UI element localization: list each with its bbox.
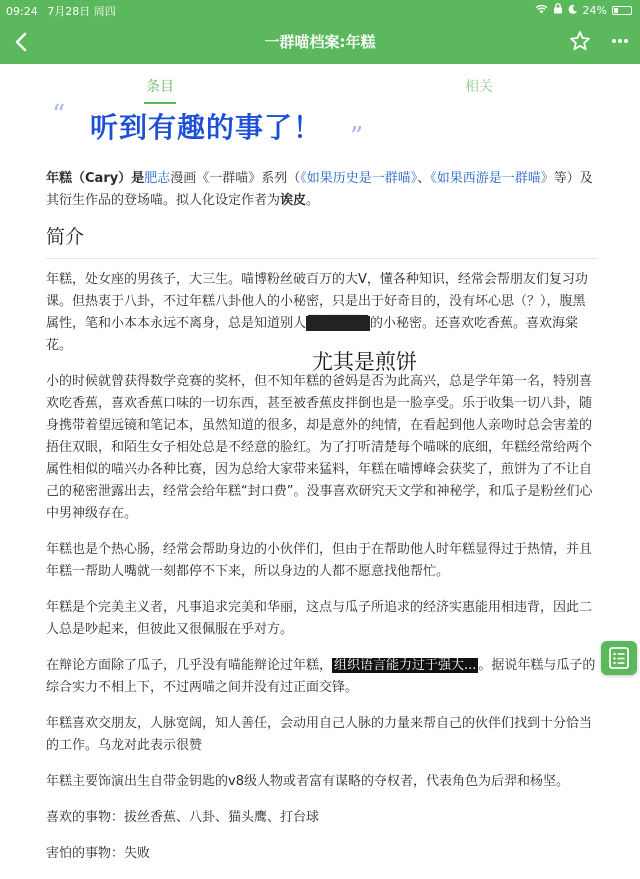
paragraph: 喜欢的事物：拔丝香蕉、八卦、猫头鹰、打台球 <box>46 810 320 825</box>
intro-text: 。 <box>306 193 320 208</box>
paragraph <box>46 269 598 357</box>
quote-text: 听到有趣的事了！ <box>90 111 323 144</box>
article-content <box>46 168 598 879</box>
xiyou-link[interactable]: 《如果西游是一群喵》 <box>430 171 554 186</box>
status-bar <box>0 0 640 20</box>
paragraph-text: 在辩论方面除了瓜子，几乎没有喵能辩论过年糕， <box>46 658 333 673</box>
nav-bar <box>0 20 640 64</box>
paragraph: 年糕是个完美主义者，凡事追求完美和华丽，这点与瓜子所追求的经济实惠能用相违背，因此二人总是吵起来，但彼此又很佩服在乎对方。 <box>46 600 593 637</box>
battery-fill <box>614 8 618 13</box>
intro-text: 等）及其衍生作品的登场喵。拟人化设定作者为 <box>46 171 593 208</box>
paragraph: 害怕的事物：失败 <box>46 846 151 861</box>
status-indicators <box>535 3 632 17</box>
status-time: 09:24 <box>6 5 38 18</box>
overlay-annotation: 尤其是煎饼 <box>312 350 417 374</box>
status-time-date <box>6 3 116 19</box>
paragraph: 年糕也是个热心肠，经常会帮助身边的小伙伴们，但由于在帮助他人时年糕显得过于热情，并且年糕一帮助人嘴就一刻都停不下来，所以身边的人都不愿意找他帮忙。 <box>46 542 593 579</box>
lock-icon <box>553 3 563 17</box>
paragraph-text: 的小秘密。还喜欢吃香蕉。喜欢海棠花。 <box>46 316 579 353</box>
redacted-text: ██████ <box>308 316 369 331</box>
history-link[interactable]: 《如果历史是一群喵》 <box>300 171 418 186</box>
page-title: 一群喵档案:年糕 <box>264 33 376 51</box>
battery-icon <box>612 6 632 15</box>
intro-text: 漫画《一群喵》系列（ <box>170 171 301 186</box>
list-icon <box>601 660 637 679</box>
tab-related[interactable]: 相关 <box>465 79 493 95</box>
paragraph-text: 。据说年糕与瓜子的综合实力不相上下，不过两喵之间并没有过正面交锋。 <box>46 658 596 695</box>
close-quote-mark: ” <box>350 122 364 152</box>
paragraph: 年糕主要饰演出生自带金钥匙的v8级人物或者富有谋略的夺权者，代表角色为后羿和杨坚。 <box>46 774 569 789</box>
paragraph-text: 年糕，处女座的男孩子，大三生。喵博粉丝破百万的大V，懂各种知识，经常会帮朋友们复习功课。但热衷于八卦，不过年糕八卦他人的小秘密，只是出于好奇目的，没有坏心思（？），腹黑属性，笔和小本本永远不离身，总是知道别人 <box>46 272 588 331</box>
star-icon[interactable] <box>568 29 592 53</box>
moon-icon <box>568 4 578 17</box>
paragraph: 小的时候就曾获得数学竞赛的奖杯，但不知年糕的爸妈是否为此高兴，总是学年第一名，特别喜欢吃香蕉，喜欢香蕉口味的一切东西，甚至被香蕉皮拌倒也是一脸享受。乐于收集一切八卦，随身携带着望远镜和笔记本，虽然知道的很多，却是意外的纯情，在看起到他人亲吻时总会害羞的捂住双眼，和陌生女子相处总是不经意的脸红。为了打听清楚每个喵咪的底细，年糕经常给两个属性相似的喵兴办各种比赛，因为总给大家带来猛料，年糕在喵博峰会获奖了，煎饼为了不让自己的秘密泄露出去，经常会给年糕“封口费”。没事喜欢研究天文学和神秘学，和瓜子是粉丝们心中男神级存在。 <box>46 374 593 521</box>
highlighted-text: 组织语言能力过于强大... <box>334 658 477 673</box>
tab-entry[interactable]: 条目 <box>146 79 174 95</box>
intro-text: 、 <box>417 171 431 186</box>
paragraph: 年糕喜欢交朋友，人脉宽阔，知人善任，会动用自己人脉的力量来帮自己的伙伴们找到十分恰当的工作。乌龙对此表示很赞 <box>46 716 593 753</box>
intro-paragraph <box>46 168 598 212</box>
intro-text: 年糕（Cary）是 <box>46 171 145 186</box>
paragraph <box>46 655 598 699</box>
quote-block <box>0 100 640 150</box>
table-of-contents-button[interactable] <box>601 641 637 675</box>
author-link[interactable]: 肥志 <box>144 171 171 186</box>
section-heading: 简介 <box>46 226 598 259</box>
designer-name: 诶皮 <box>280 193 307 208</box>
more-icon[interactable] <box>606 29 634 53</box>
open-quote-mark: “ <box>52 100 66 130</box>
status-date: 7月28日 周四 <box>47 5 116 18</box>
battery-percent: 24% <box>582 3 607 17</box>
wifi-icon <box>535 4 548 17</box>
